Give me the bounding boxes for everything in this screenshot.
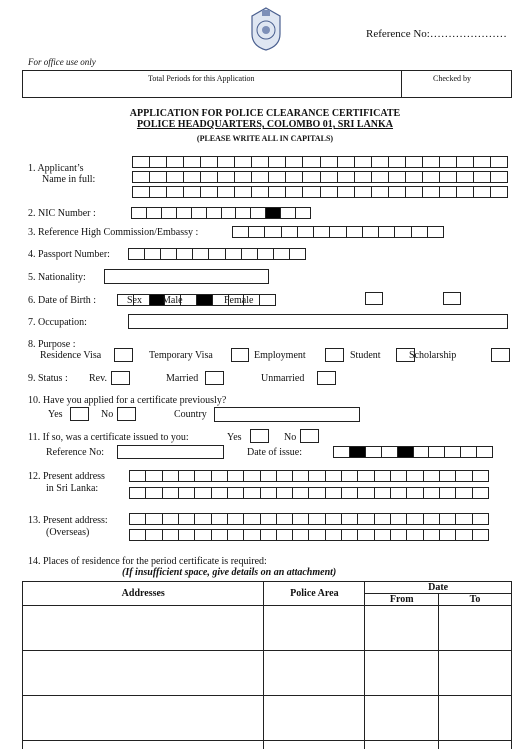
char-cell[interactable] xyxy=(277,471,293,481)
address-overseas-row-2[interactable] xyxy=(129,529,489,541)
char-cell[interactable] xyxy=(391,514,407,524)
residence-label: 14. Places of residence for the period certificate is required: xyxy=(28,556,267,567)
table-row xyxy=(23,651,512,696)
char-cell[interactable] xyxy=(207,208,222,218)
char-cell[interactable] xyxy=(391,488,407,498)
char-cell[interactable] xyxy=(375,488,391,498)
applied-previously-label: 10. Have you applied for a certificate previously? xyxy=(28,395,227,406)
char-cell[interactable] xyxy=(326,471,342,481)
char-cell[interactable] xyxy=(461,447,477,457)
char-cell[interactable] xyxy=(474,157,491,167)
char-cell[interactable] xyxy=(391,471,407,481)
char-cell[interactable] xyxy=(163,471,179,481)
char-cell[interactable] xyxy=(269,157,286,167)
char-cell[interactable] xyxy=(355,172,372,182)
char-cell[interactable] xyxy=(235,187,252,197)
char-cell[interactable] xyxy=(358,488,374,498)
passport-number-field[interactable] xyxy=(128,248,306,260)
char-cell[interactable] xyxy=(132,208,147,218)
embassy-label: 3. Reference High Commission/Embassy : xyxy=(28,227,199,238)
char-cell[interactable] xyxy=(290,249,306,259)
char-cell[interactable] xyxy=(423,157,440,167)
char-cell[interactable] xyxy=(286,187,303,197)
char-cell[interactable] xyxy=(303,172,320,182)
char-cell[interactable] xyxy=(269,172,286,182)
total-periods-label: Total Periods for this Application xyxy=(148,74,255,83)
purpose-scholarship-checkbox[interactable] xyxy=(491,348,510,362)
char-cell[interactable] xyxy=(167,187,184,197)
char-cell[interactable] xyxy=(286,172,303,182)
char-cell[interactable] xyxy=(372,187,389,197)
char-cell[interactable] xyxy=(197,295,213,305)
char-cell[interactable] xyxy=(146,530,162,540)
to-header: To xyxy=(439,594,512,606)
char-cell[interactable] xyxy=(181,295,197,305)
embassy-reference-field[interactable] xyxy=(232,226,444,238)
checked-by-label: Checked by xyxy=(433,74,471,83)
sex-female-checkbox[interactable] xyxy=(443,292,461,305)
char-cell[interactable] xyxy=(309,530,325,540)
char-cell[interactable] xyxy=(235,157,252,167)
issued-no-label: No xyxy=(284,432,297,443)
char-cell[interactable] xyxy=(177,208,192,218)
char-cell[interactable] xyxy=(162,208,177,218)
char-cell[interactable] xyxy=(161,249,177,259)
char-cell[interactable] xyxy=(321,157,338,167)
char-cell[interactable] xyxy=(440,530,456,540)
char-cell[interactable] xyxy=(342,471,358,481)
table-row xyxy=(23,606,512,651)
address-sl-label: 12. Present address xyxy=(28,471,105,482)
write-capitals-note: (PLEASE WRITE ALL IN CAPITALS) xyxy=(196,134,334,143)
char-cell[interactable] xyxy=(326,530,342,540)
char-cell[interactable] xyxy=(398,447,414,457)
char-cell[interactable] xyxy=(407,471,423,481)
issued-yes-label: Yes xyxy=(227,432,242,443)
char-cell[interactable] xyxy=(358,530,374,540)
purpose-student-label: Student xyxy=(350,350,381,361)
char-cell[interactable] xyxy=(389,187,406,197)
purpose-employment-checkbox[interactable] xyxy=(325,348,344,362)
char-cell[interactable] xyxy=(406,187,423,197)
char-cell[interactable] xyxy=(473,488,489,498)
char-cell[interactable] xyxy=(303,187,320,197)
purpose-residence-label: Residence Visa xyxy=(40,350,102,361)
char-cell[interactable] xyxy=(130,488,146,498)
char-cell[interactable] xyxy=(389,157,406,167)
char-cell[interactable] xyxy=(379,227,395,237)
char-cell[interactable] xyxy=(260,295,276,305)
char-cell[interactable] xyxy=(477,447,493,457)
char-cell[interactable] xyxy=(277,530,293,540)
char-cell[interactable] xyxy=(147,208,162,218)
char-cell[interactable] xyxy=(445,447,461,457)
issued-label: 11. If so, was a certificate issued to you: xyxy=(28,432,189,443)
char-cell[interactable] xyxy=(375,530,391,540)
purpose-label: 8. Purpose : xyxy=(28,339,76,350)
nic-number-field[interactable] xyxy=(131,207,311,219)
char-cell[interactable] xyxy=(252,157,269,167)
char-cell[interactable] xyxy=(293,530,309,540)
char-cell[interactable] xyxy=(473,471,489,481)
char-cell[interactable] xyxy=(261,530,277,540)
char-cell[interactable] xyxy=(150,157,167,167)
from-header: From xyxy=(365,594,439,606)
char-cell[interactable] xyxy=(412,227,428,237)
char-cell[interactable] xyxy=(228,471,244,481)
char-cell[interactable] xyxy=(457,187,474,197)
purpose-scholarship-label: Scholarship xyxy=(409,350,457,361)
char-cell[interactable] xyxy=(226,249,242,259)
char-cell[interactable] xyxy=(201,157,218,167)
char-cell[interactable] xyxy=(395,227,411,237)
applied-yes-checkbox[interactable] xyxy=(70,407,89,421)
occupation-field[interactable] xyxy=(128,314,508,329)
char-cell[interactable] xyxy=(372,172,389,182)
char-cell[interactable] xyxy=(456,488,472,498)
char-cell[interactable] xyxy=(179,530,195,540)
char-cell[interactable] xyxy=(358,471,374,481)
char-cell[interactable] xyxy=(350,447,366,457)
char-cell[interactable] xyxy=(177,249,193,259)
char-cell[interactable] xyxy=(201,187,218,197)
char-cell[interactable] xyxy=(184,187,201,197)
applied-no-checkbox[interactable] xyxy=(117,407,136,421)
char-cell[interactable] xyxy=(326,488,342,498)
address-sl-row-1[interactable] xyxy=(129,470,489,482)
char-cell[interactable] xyxy=(133,187,150,197)
char-cell[interactable] xyxy=(407,530,423,540)
char-cell[interactable] xyxy=(261,488,277,498)
char-cell[interactable] xyxy=(474,187,491,197)
char-cell[interactable] xyxy=(192,208,207,218)
char-cell[interactable] xyxy=(282,227,298,237)
char-cell[interactable] xyxy=(358,514,374,524)
char-cell[interactable] xyxy=(244,514,260,524)
char-cell[interactable] xyxy=(244,488,260,498)
char-cell[interactable] xyxy=(414,447,430,457)
char-cell[interactable] xyxy=(334,447,350,457)
char-cell[interactable] xyxy=(338,157,355,167)
char-cell[interactable] xyxy=(163,530,179,540)
char-cell[interactable] xyxy=(163,488,179,498)
char-cell[interactable] xyxy=(338,172,355,182)
residence-table xyxy=(22,581,512,749)
char-cell[interactable] xyxy=(274,249,290,259)
address-overseas-sublabel: (Overseas) xyxy=(46,527,90,538)
date-of-issue-field[interactable] xyxy=(333,446,493,458)
char-cell[interactable] xyxy=(146,514,162,524)
char-cell[interactable] xyxy=(406,172,423,182)
char-cell[interactable] xyxy=(129,249,145,259)
char-cell[interactable] xyxy=(242,249,258,259)
char-cell[interactable] xyxy=(491,157,508,167)
char-cell[interactable] xyxy=(212,471,228,481)
char-cell[interactable] xyxy=(251,208,266,218)
char-cell[interactable] xyxy=(265,227,281,237)
char-cell[interactable] xyxy=(474,172,491,182)
char-cell[interactable] xyxy=(133,172,150,182)
char-cell[interactable] xyxy=(195,471,211,481)
reference-no-label: Reference No: xyxy=(46,447,105,458)
issued-no-checkbox[interactable] xyxy=(300,429,319,443)
status-label: 9. Status : xyxy=(28,373,68,384)
form-title: APPLICATION FOR POLICE CLEARANCE CERTIFICATE xyxy=(129,108,401,119)
char-cell[interactable] xyxy=(330,227,346,237)
char-cell[interactable] xyxy=(428,227,444,237)
char-cell[interactable] xyxy=(222,208,237,218)
char-cell[interactable] xyxy=(440,488,456,498)
char-cell[interactable] xyxy=(212,514,228,524)
char-cell[interactable] xyxy=(407,514,423,524)
char-cell[interactable] xyxy=(146,471,162,481)
char-cell[interactable] xyxy=(209,249,225,259)
char-cell[interactable] xyxy=(424,488,440,498)
char-cell[interactable] xyxy=(440,172,457,182)
char-cell[interactable] xyxy=(456,530,472,540)
char-cell[interactable] xyxy=(321,187,338,197)
char-cell[interactable] xyxy=(212,530,228,540)
char-cell[interactable] xyxy=(261,514,277,524)
status-unmarried-label: Unmarried xyxy=(261,373,305,384)
nationality-label: 5. Nationality: xyxy=(28,272,86,283)
char-cell[interactable] xyxy=(252,172,269,182)
addresses-header: Addresses xyxy=(23,582,264,606)
char-cell[interactable] xyxy=(424,514,440,524)
purpose-temporary-checkbox[interactable] xyxy=(231,348,249,362)
char-cell[interactable] xyxy=(261,471,277,481)
char-cell[interactable] xyxy=(491,187,508,197)
country-label: Country xyxy=(174,409,207,420)
char-cell[interactable] xyxy=(235,172,252,182)
char-cell[interactable] xyxy=(228,530,244,540)
char-cell[interactable] xyxy=(423,172,440,182)
char-cell[interactable] xyxy=(440,514,456,524)
char-cell[interactable] xyxy=(321,172,338,182)
char-cell[interactable] xyxy=(179,488,195,498)
char-cell[interactable] xyxy=(389,172,406,182)
address-sl-row-2[interactable] xyxy=(129,487,489,499)
applied-no-label: No xyxy=(101,409,114,420)
char-cell[interactable] xyxy=(326,514,342,524)
sex-label: Sex xyxy=(127,295,142,306)
char-cell[interactable] xyxy=(167,172,184,182)
char-cell[interactable] xyxy=(269,187,286,197)
police-area-header: Police Area xyxy=(264,582,365,606)
char-cell[interactable] xyxy=(457,172,474,182)
char-cell[interactable] xyxy=(252,187,269,197)
char-cell[interactable] xyxy=(342,488,358,498)
char-cell[interactable] xyxy=(309,488,325,498)
char-cell[interactable] xyxy=(355,157,372,167)
purpose-employment-label: Employment xyxy=(254,350,306,361)
applicant-label: 1. Applicant’s xyxy=(28,163,84,174)
char-cell[interactable] xyxy=(195,488,211,498)
char-cell[interactable] xyxy=(193,249,209,259)
char-cell[interactable] xyxy=(440,471,456,481)
char-cell[interactable] xyxy=(424,471,440,481)
char-cell[interactable] xyxy=(212,488,228,498)
char-cell[interactable] xyxy=(130,471,146,481)
char-cell[interactable] xyxy=(372,157,389,167)
char-cell[interactable] xyxy=(314,227,330,237)
purpose-residence-checkbox[interactable] xyxy=(114,348,133,362)
status-married-checkbox[interactable] xyxy=(205,371,224,385)
char-cell[interactable] xyxy=(277,514,293,524)
char-cell[interactable] xyxy=(491,172,508,182)
char-cell[interactable] xyxy=(258,249,274,259)
status-unmarried-checkbox[interactable] xyxy=(317,371,336,385)
char-cell[interactable] xyxy=(145,249,161,259)
char-cell[interactable] xyxy=(244,471,260,481)
applied-yes-label: Yes xyxy=(48,409,63,420)
char-cell[interactable] xyxy=(228,514,244,524)
char-cell[interactable] xyxy=(293,471,309,481)
status-married-label: Married xyxy=(166,373,199,384)
name-row-1[interactable] xyxy=(132,156,508,168)
name-row-2[interactable] xyxy=(132,171,508,183)
char-cell[interactable] xyxy=(429,447,445,457)
char-cell[interactable] xyxy=(407,488,423,498)
char-cell[interactable] xyxy=(277,488,293,498)
char-cell[interactable] xyxy=(150,187,167,197)
address-overseas-row-1[interactable] xyxy=(129,513,489,525)
char-cell[interactable] xyxy=(473,514,489,524)
char-cell[interactable] xyxy=(233,227,249,237)
reference-number-label: Reference No:………………… xyxy=(366,28,507,40)
char-cell[interactable] xyxy=(236,208,251,218)
char-cell[interactable] xyxy=(424,530,440,540)
char-cell[interactable] xyxy=(406,157,423,167)
char-cell[interactable] xyxy=(133,157,150,167)
char-cell[interactable] xyxy=(309,514,325,524)
char-cell[interactable] xyxy=(303,157,320,167)
char-cell[interactable] xyxy=(296,208,311,218)
char-cell[interactable] xyxy=(218,172,235,182)
residence-note: (If insufficient space, give details on an attachment) xyxy=(122,567,337,578)
char-cell[interactable] xyxy=(146,488,162,498)
name-full-label: Name in full: xyxy=(42,174,96,185)
char-cell[interactable] xyxy=(281,208,296,218)
char-cell[interactable] xyxy=(286,157,303,167)
char-cell[interactable] xyxy=(366,447,382,457)
char-cell[interactable] xyxy=(382,447,398,457)
char-cell[interactable] xyxy=(440,157,457,167)
table-row xyxy=(23,741,512,749)
status-rev-checkbox[interactable] xyxy=(111,371,130,385)
status-rev-label: Rev. xyxy=(89,373,107,384)
char-cell[interactable] xyxy=(163,514,179,524)
char-cell[interactable] xyxy=(391,530,407,540)
char-cell[interactable] xyxy=(167,157,184,167)
char-cell[interactable] xyxy=(195,514,211,524)
char-cell[interactable] xyxy=(266,208,281,218)
char-cell[interactable] xyxy=(218,157,235,167)
char-cell[interactable] xyxy=(457,157,474,167)
char-cell[interactable] xyxy=(184,172,201,182)
issued-yes-checkbox[interactable] xyxy=(250,429,269,443)
reference-no-field[interactable] xyxy=(117,445,224,459)
nationality-field[interactable] xyxy=(104,269,269,284)
office-use-label: For office use only xyxy=(28,57,96,67)
address-sl-sublabel: in Sri Lanka: xyxy=(46,483,99,494)
char-cell[interactable] xyxy=(473,530,489,540)
date-header: Date xyxy=(365,582,512,594)
char-cell[interactable] xyxy=(218,187,235,197)
table-row xyxy=(23,696,512,741)
occupation-label: 7. Occupation: xyxy=(28,317,87,328)
char-cell[interactable] xyxy=(195,530,211,540)
police-emblem-icon xyxy=(248,6,284,52)
char-cell[interactable] xyxy=(440,187,457,197)
female-label: Female xyxy=(224,295,254,306)
char-cell[interactable] xyxy=(347,227,363,237)
char-cell[interactable] xyxy=(228,488,244,498)
date-of-issue-label: Date of issue: xyxy=(247,447,302,458)
char-cell[interactable] xyxy=(342,530,358,540)
country-field[interactable] xyxy=(214,407,360,422)
address-overseas-label: 13. Present address: xyxy=(28,515,108,526)
male-label: Male xyxy=(162,295,183,306)
char-cell[interactable] xyxy=(249,227,265,237)
char-cell[interactable] xyxy=(456,471,472,481)
sex-male-checkbox[interactable] xyxy=(365,292,383,305)
char-cell[interactable] xyxy=(130,514,146,524)
char-cell[interactable] xyxy=(150,172,167,182)
char-cell[interactable] xyxy=(309,471,325,481)
char-cell[interactable] xyxy=(375,471,391,481)
char-cell[interactable] xyxy=(342,514,358,524)
char-cell[interactable] xyxy=(423,187,440,197)
char-cell[interactable] xyxy=(355,187,372,197)
passport-label: 4. Passport Number: xyxy=(28,249,110,260)
char-cell[interactable] xyxy=(179,514,195,524)
char-cell[interactable] xyxy=(130,530,146,540)
char-cell[interactable] xyxy=(293,488,309,498)
char-cell[interactable] xyxy=(298,227,314,237)
dob-label: 6. Date of Birth : xyxy=(28,295,97,306)
char-cell[interactable] xyxy=(456,514,472,524)
char-cell[interactable] xyxy=(338,187,355,197)
char-cell[interactable] xyxy=(184,157,201,167)
char-cell[interactable] xyxy=(244,530,260,540)
char-cell[interactable] xyxy=(363,227,379,237)
nic-label: 2. NIC Number : xyxy=(28,208,96,219)
form-subtitle: POLICE HEADQUARTERS, COLOMBO 01, SRI LANKA xyxy=(136,119,394,130)
char-cell[interactable] xyxy=(179,471,195,481)
char-cell[interactable] xyxy=(293,514,309,524)
name-row-3[interactable] xyxy=(132,186,508,198)
char-cell[interactable] xyxy=(375,514,391,524)
purpose-temporary-label: Temporary Visa xyxy=(149,350,213,361)
char-cell[interactable] xyxy=(201,172,218,182)
